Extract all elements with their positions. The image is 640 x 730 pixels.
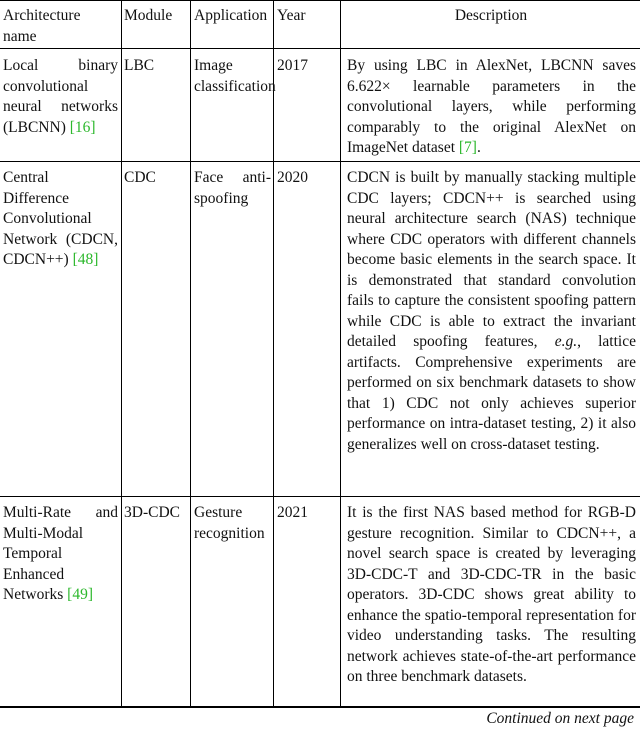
- continued-note: Continued on next page: [486, 710, 634, 727]
- row-1-description: [347, 56, 636, 159]
- header-module: Module: [124, 7, 173, 24]
- header-year: Year: [277, 7, 306, 24]
- row-3-architecture: [3, 503, 118, 606]
- col-divider-1: [121, 0, 122, 706]
- row-3-architecture-text: Multi-Rate and Multi-Modal Temporal Enhanced Networks: [3, 504, 118, 603]
- rule-header: [0, 48, 640, 49]
- rule-row2: [0, 496, 640, 497]
- col-divider-2: [190, 0, 191, 706]
- header-description: Description: [454, 7, 528, 24]
- row-3-description: It is the first NAS based method for RGB-D gesture recognition. Similar to CDCN++, a novel search space is created by leveraging 3D-CDC-T and 3D-CDC-TR in the basic operators. 3D-CDC shows great ability to enhance the spatio-temporal representation for video understanding tasks. The resulting network achieves state-of-the-art performance on three benchmark datasets.: [347, 504, 636, 685]
- row-3-module: 3D-CDC: [124, 504, 180, 521]
- rule-row1: [0, 161, 640, 162]
- row-2-module: CDC: [124, 169, 156, 186]
- header-application: Application: [194, 7, 268, 24]
- row-1-architecture: [3, 56, 118, 138]
- row-2-description-end: , lattice artifacts. Comprehensive experiments are performed on six benchmark datasets to show that 1) CDC not only achieves superior performance on intra-dataset testing, 2) it also generalizes well on cross-dataset testing.: [347, 333, 636, 453]
- row-1-architecture-text: Local binary convolutional neural networks (LBCNN): [3, 57, 118, 136]
- row-1-module: LBC: [124, 57, 155, 74]
- row-2-architecture: [3, 168, 118, 271]
- row-2-year: 2020: [277, 169, 308, 186]
- row-2-architecture-text: Central Difference Convolutional Network (CDCN, CDCN++): [3, 169, 118, 268]
- row-3-citation-link[interactable]: [49]: [67, 586, 93, 603]
- row-2-description-text: CDCN is built by manually stacking multiple CDC layers; CDCN++ is searched using neural architecture search (NAS) technique where CDC operators with different channels become basic elements in the search space. It is demonstrated that standard convolution fails to capture the consistent spoofing pattern while CDC is able to extract the invariant detailed spoofing features,: [347, 169, 636, 350]
- row-3-application: Gesture recognition: [194, 504, 265, 542]
- row-1-citation-link[interactable]: [16]: [69, 118, 96, 136]
- row-1-application-text: Image classification: [194, 57, 276, 95]
- row-1-description-end: .: [476, 139, 481, 156]
- row-1-description-text: By using LBC in AlexNet, LBCNN saves 6.622× learnable parameters in the convolutional layers, while performing comparably to the original AlexNet on ImageNet dataset: [347, 57, 636, 156]
- row-2-description-eg: e.g.: [554, 333, 578, 350]
- row-1-description-citation[interactable]: [7]: [458, 139, 477, 156]
- rule-top: [0, 0, 640, 1]
- row-3-year: 2021: [277, 504, 308, 521]
- col-divider-4: [340, 0, 341, 706]
- col-divider-3: [273, 0, 274, 706]
- row-2-application: [194, 168, 271, 209]
- row-2-application-text: Face anti-spoofing: [194, 169, 271, 207]
- rule-bottom: [0, 706, 640, 708]
- row-1-year: 2017: [277, 57, 308, 74]
- row-1-application: [194, 56, 276, 97]
- row-2-description: [347, 168, 636, 455]
- row-2-citation-link[interactable]: [48]: [72, 251, 99, 268]
- header-architecture: Architecture name: [3, 7, 81, 45]
